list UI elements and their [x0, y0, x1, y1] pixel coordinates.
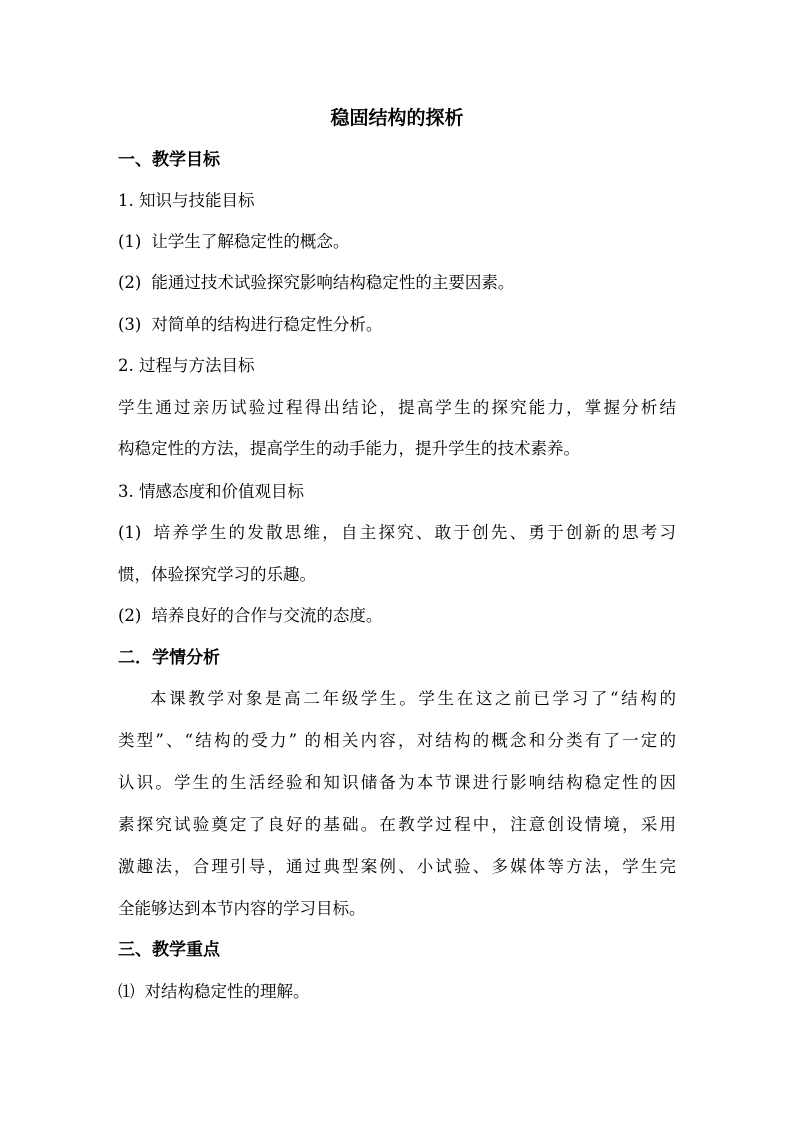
section-heading-goals: 一、教学目标: [118, 150, 220, 170]
analysis-paragraph-line: 素探究试验奠定了良好的基础。在教学过程中，注意创设情境，采用: [118, 815, 676, 834]
analysis-paragraph-line: 全能够达到本节内容的学习目标。: [118, 899, 366, 918]
item-text: 培养学生的发散思维，自主探究、敢于创先、勇于创新的思考习: [151, 523, 676, 542]
item-number: ⑴: [118, 982, 135, 1001]
item-number: (1): [118, 523, 142, 542]
item-text: 对结构稳定性的理解。: [144, 982, 310, 1001]
key-point-item-1: [118, 980, 310, 1004]
item-text: 让学生了解稳定性的概念。: [151, 232, 350, 251]
analysis-paragraph-line: 本课教学对象是高二年级学生。学生在这之前已学习了“结构的: [150, 689, 676, 708]
section-heading-analysis: 二．学情分析: [118, 648, 220, 668]
item-number: (3): [118, 315, 142, 334]
item-number: (2): [118, 606, 142, 625]
emotion-item-1-continued: 惯，体验探究学习的乐趣。: [118, 565, 316, 584]
knowledge-item-1: [118, 230, 349, 254]
process-paragraph-line: 学生通过亲历试验过程得出结论，提高学生的探究能力，掌握分析结: [118, 398, 676, 417]
subheading-emotion: 3. 情感态度和价值观目标: [118, 482, 304, 501]
subheading-process: 2. 过程与方法目标: [118, 356, 255, 375]
process-paragraph-line: 构稳定性的方法，提高学生的动手能力，提升学生的技术素养。: [118, 439, 580, 458]
analysis-paragraph-line: 激趣法，合理引导，通过典型案例、小试验、多媒体等方法，学生完: [118, 857, 676, 876]
knowledge-item-2: [118, 271, 514, 295]
section-heading-key-points: 三、教学重点: [118, 940, 220, 960]
item-text: 对简单的结构进行稳定性分析。: [151, 315, 383, 334]
analysis-paragraph-line: 认识。学生的生活经验和知识储备为本节课进行影响结构稳定性的因: [118, 773, 676, 792]
analysis-paragraph-line: 类型”、“结构的受力” 的相关内容，对结构的概念和分类有了一定的: [118, 731, 676, 750]
emotion-item-2: [118, 604, 382, 628]
item-text: 能通过技术试验探究影响结构稳定性的主要因素。: [151, 273, 515, 292]
item-number: (2): [118, 273, 142, 292]
item-number: (1): [118, 232, 142, 251]
item-text: 培养良好的合作与交流的态度。: [151, 606, 383, 625]
emotion-item-1: [118, 521, 676, 545]
subheading-knowledge: 1. 知识与技能目标: [118, 191, 255, 210]
document-title: 稳固结构的探析: [330, 107, 464, 129]
knowledge-item-3: [118, 313, 382, 337]
